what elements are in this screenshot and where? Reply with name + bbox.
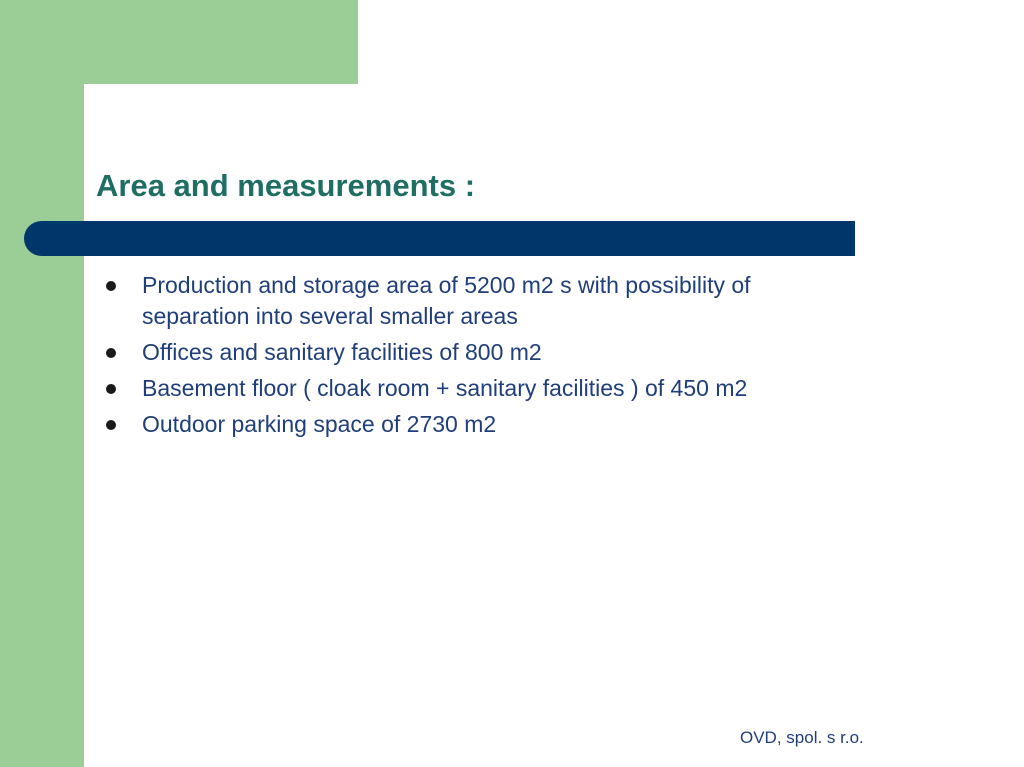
footer-company: OVD, spol. s r.o. bbox=[740, 728, 864, 747]
bullet-item bbox=[106, 270, 846, 332]
bullet-text: Basement floor ( cloak room + sanitary facilities ) of 450 m2 bbox=[142, 375, 748, 401]
bullet-dot-icon bbox=[106, 384, 116, 394]
bullet-item bbox=[106, 337, 846, 368]
bullet-list bbox=[106, 270, 846, 445]
bullet-dot-icon bbox=[106, 281, 116, 291]
bullet-item bbox=[106, 373, 846, 404]
bullet-item bbox=[106, 409, 846, 440]
slide-title: Area and measurements : bbox=[96, 168, 476, 203]
bullet-dot-icon bbox=[106, 348, 116, 358]
bullet-text: Outdoor parking space of 2730 m2 bbox=[142, 411, 497, 437]
bullet-text: Offices and sanitary facilities of 800 m2 bbox=[142, 339, 542, 365]
bullet-text: Production and storage area of 5200 m2 s with possibility of separation into several smaller areas bbox=[142, 272, 751, 329]
bullet-dot-icon bbox=[106, 420, 116, 430]
title-underline-bar bbox=[24, 221, 855, 256]
left-accent-band bbox=[0, 0, 84, 767]
rounded-content-corner bbox=[84, 84, 144, 144]
top-accent-band bbox=[0, 0, 358, 84]
